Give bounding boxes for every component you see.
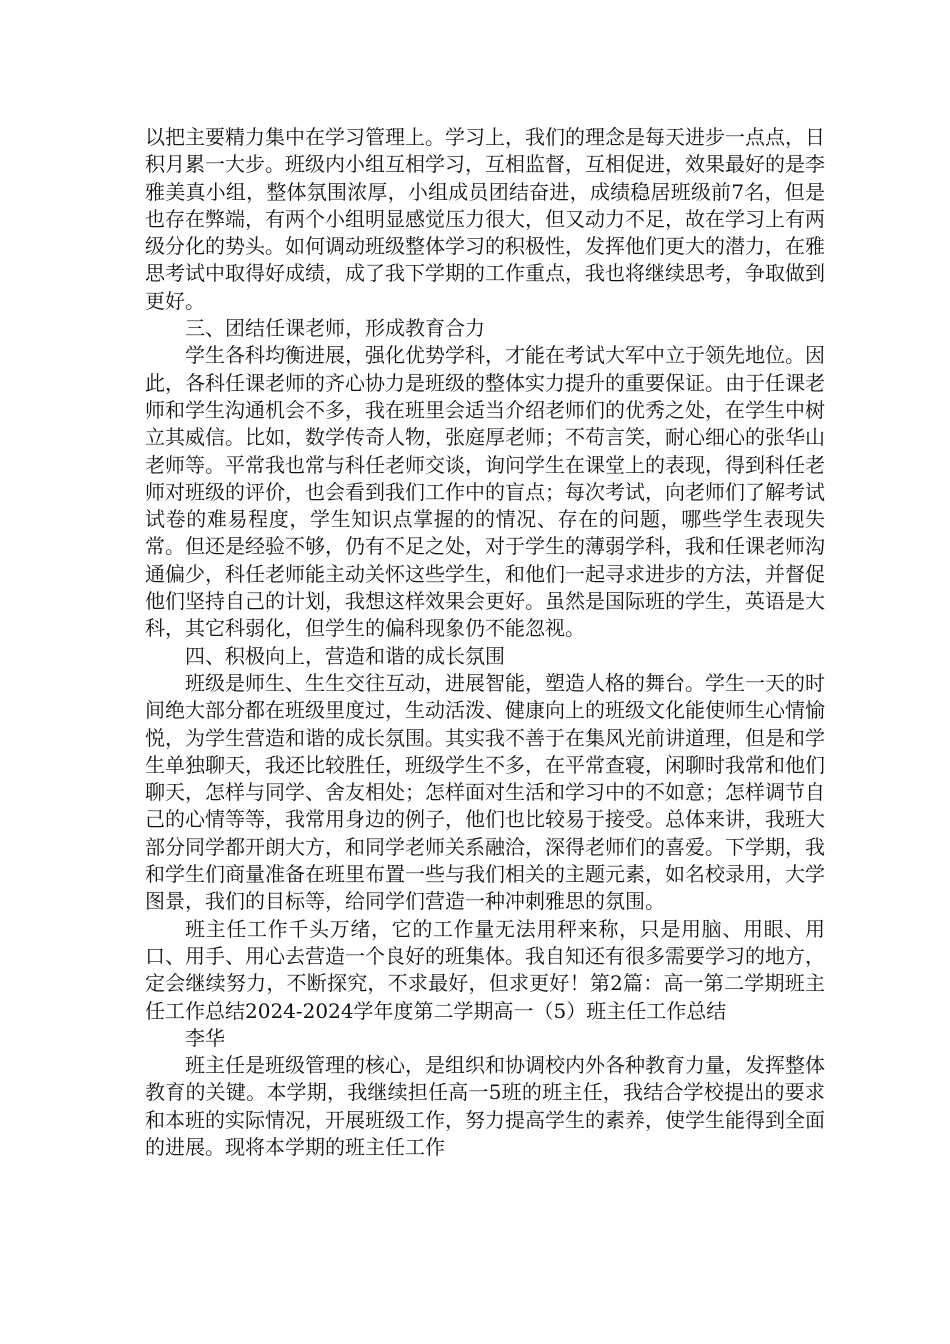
document-page <box>145 124 825 1161</box>
paragraph-conclusion: 班主任工作千头万绪，它的工作量无法用秤来称，只是用脑、用眼、用口、用手、用心去营造一个良好的班集体。我自知还有很多需要学习的地方，定会继续努力，不断探究，不求最好，但求更好！第2篇：高一第二学期班主任工作总结2024-2024学年度第二学期高一（5）班主任工作总结 <box>145 916 825 1023</box>
author-name: 李华 <box>185 1025 225 1050</box>
paragraph-intro-second: 班主任是班级管理的核心，是组织和协调校内外各种教育力量，发挥整体教育的关键。本学期，我继续担任高一5班的班主任，我结合学校提出的要求和本班的实际情况，开展班级工作，努力提高学生的素养，使学生能得到全面的进展。现将本学期的班主任工作 <box>145 1053 825 1159</box>
paragraph-continuation: 以把主要精力集中在学习管理上。学习上，我们的理念是每天进步一点点，日积月累一大步。班级内小组互相学习，互相监督，互相促进，效果最好的是李雅美真小组，整体氛围浓厚，小组成员团结奋进，成绩稳居班级前7名，但是也存在弊端，有两个小组明显感觉压力很大，但又动力不足，故在学习上有两级分化的势头。如何调动班级整体学习的积极性，发挥他们更大的潜力，在雅思考试中取得好成绩，成了我下学期的工作重点，我也将继续思考，争取做到更好。 <box>145 125 825 313</box>
paragraph-teachers: 学生各科均衡进展，强化优势学科，才能在考试大军中立于领先地位。因此，各科任课老师的齐心协力是班级的整体实力提升的重要保证。由于任课老师和学生沟通机会不多，我在班里会适当介绍老师们的优秀之处，在学生中树立其威信。比如，数学传奇人物，张庭厚老师；不苟言笑，耐心细心的张华山老师等。平常我也常与科任老师交谈，询问学生在课堂上的表现，得到科任老师对班级的评价，也会看到我们工作中的盲点；每次考试，向老师们了解考试试卷的难易程度，学生知识点掌握的的情况、存在的问题，哪些学生表现失常。但还是经验不够，仍有不足之处，对于学生的薄弱学科，我和任课老师沟通偏少，科任老师能主动关怀这些学生，和他们一起寻求进步的方法，并督促他们坚持自己的计划，我想这样效果会更好。虽然是国际班的学生，英语是大科，其它科弱化，但学生的偏科现象仍不能忽视。 <box>145 343 825 641</box>
section-heading-four: 四、积极向上，营造和谐的成长氛围 <box>185 643 505 668</box>
section-heading-three: 三、团结任课老师，形成教育合力 <box>185 316 485 341</box>
paragraph-atmosphere: 班级是师生、生生交往互动，进展智能，塑造人格的舞台。学生一天的时间绝大部分都在班级里度过，生动活泼、健康向上的班级文化能使师生心情愉悦，为学生营造和谐的成长氛围。其实我不善于在集风光前讲道理，但是和学生单独聊天，我还比较胜任，班级学生不多，在平常查寝，闲聊时我常和他们聊天，怎样与同学、舍友相处；怎样面对生活和学习中的不如意；怎样调节自己的心情等等，我常用身边的例子，他们也比较易于接受。总体来讲，我班大部分同学都开朗大方，和同学老师关系融洽，深得老师们的喜爱。下学期，我和学生们商量准备在班里布置一些与我们相关的主题元素，如名校录用，大学图景，我们的目标等，给同学们营造一种冲刺雅思的氛围。 <box>145 670 825 914</box>
